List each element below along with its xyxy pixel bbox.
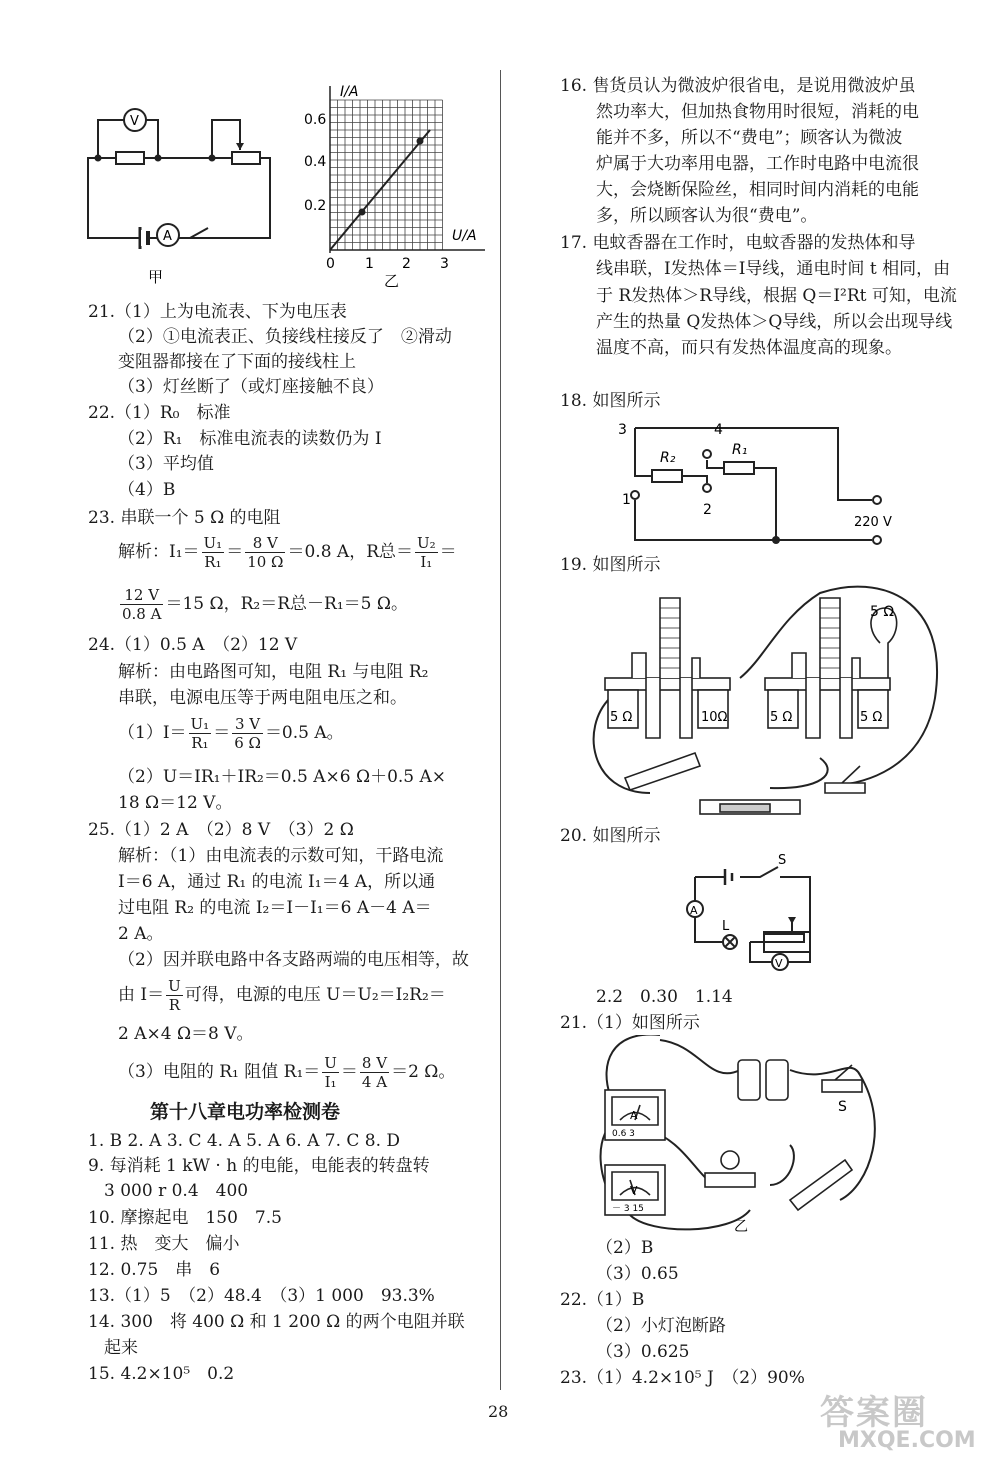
- answer-line: （3）灯丝断了（或灯座接触不良）: [118, 377, 384, 397]
- answer-line: （3）0.625: [596, 1342, 690, 1362]
- answer-line: 产生的热量 Q发热体＞Q导线，所以会出现导线: [596, 312, 953, 332]
- y-tick: 0.2: [304, 198, 327, 214]
- r-label: 10Ω: [701, 710, 728, 725]
- answer-line: 22.（1）B: [560, 1290, 645, 1310]
- answer-line: 18 Ω＝12 V。: [118, 793, 233, 813]
- label-yi: 乙: [734, 1219, 748, 1235]
- answer-line: 3 000 r 0.4 400: [104, 1181, 249, 1201]
- y-axis-label: I/A: [340, 84, 359, 100]
- answer-line: 起来: [104, 1338, 138, 1358]
- answer-line: 解析：（1）由电流表的示数可知，干路电流: [118, 846, 444, 866]
- lamp-label: L: [722, 919, 730, 934]
- x-tick: 1: [365, 256, 374, 272]
- answer-line: 11. 热 变大 偏小: [88, 1234, 240, 1254]
- answer-line: 1. B 2. A 3. C 4. A 5. A 6. A 7. C 8. D: [88, 1131, 401, 1151]
- chapter-title: 第十八章电功率检测卷: [150, 1101, 341, 1123]
- answer-line: 大，会烧断保险丝，相同时间内消耗的电能: [596, 180, 919, 200]
- answer-line: 2 A×4 Ω＝8 V。: [118, 1024, 254, 1044]
- answer-line: 线串联，I发热体＝I导线，通电时间 t 相同，由: [596, 259, 951, 279]
- answer-line: 10. 摩擦起电 150 7.5: [88, 1208, 282, 1228]
- figure-20-circuit: [680, 852, 830, 977]
- r-label: 5 Ω: [610, 710, 633, 725]
- answer-line: （4）B: [118, 480, 176, 500]
- figure-19-apparatus: [580, 578, 950, 818]
- x-tick: 3: [440, 256, 449, 272]
- answer-line: 24.（1）0.5 A （2）12 V: [88, 635, 298, 655]
- answer-line: 21.（1）如图所示: [560, 1013, 700, 1033]
- answer-line: 19. 如图所示: [560, 555, 661, 575]
- ammeter-symbol: A: [163, 229, 172, 244]
- answer-line: 13.（1）5 （2）48.4 （3）1 000 93.3%: [88, 1286, 435, 1306]
- answer-line: （2）B: [596, 1238, 654, 1258]
- x-axis-label: U/A: [452, 228, 477, 244]
- figure-circuit-jia: [80, 100, 280, 290]
- answer-line: 温度不高，而只有发热体温度高的现象。: [596, 338, 902, 358]
- answer-line: （3）0.65: [596, 1264, 679, 1284]
- answer-line: （2）R₁ 标准电流表的读数仍为 I: [118, 429, 382, 449]
- answer-line: （2）U＝IR₁＋IR₂＝0.5 A×6 Ω＋0.5 A×: [118, 767, 447, 787]
- answer-line: （2）①电流表正、负接线柱接反了 ②滑动: [118, 327, 452, 347]
- answer-line: 多，所以顾客认为很“费电”。: [596, 206, 818, 226]
- answer-line: 炉属于大功率用电器，工作时电路中电流很: [596, 154, 919, 174]
- watermark-url: MXQE.COM: [838, 1428, 976, 1453]
- formula-line: $\frac{12 V}{0.8 A}$ ＝15 Ω，R₂＝R总－R₁＝5 Ω。: [122, 586, 408, 623]
- page-number: 28: [488, 1402, 509, 1421]
- answer-line: 16. 售货员认为微波炉很省电，是说用微波炉虽: [560, 76, 916, 96]
- r-top-label: 5 Ω: [870, 604, 895, 620]
- answer-line: 串联，电源电压等于两电阻电压之和。: [118, 688, 407, 708]
- answer-line: （3）平均值: [118, 454, 214, 474]
- formula-line: （1）I＝ $\frac{\text{U₁}}{\text{R₁}}$ ＝ $\frac{3 V}{6 \Omega}$ ＝0.5 A。: [118, 715, 344, 752]
- answer-line: 25.（1）2 A （2）8 V （3）2 Ω: [88, 820, 354, 840]
- answer-line: 12. 0.75 串 6: [88, 1260, 221, 1280]
- answer-line: 于 R发热体＞R导线，根据 Q＝I²Rt 可知，电流: [596, 286, 957, 306]
- answer-line: 过电阻 R₂ 的电流 I₂＝I－I₁＝6 A－4 A＝: [118, 898, 432, 918]
- figure-18-circuit: [610, 418, 900, 553]
- node-2: 2: [703, 502, 712, 518]
- node-3: 3: [618, 422, 627, 438]
- label-yi: 乙: [384, 272, 400, 290]
- ammeter-scale: 0.6 3: [612, 1129, 635, 1139]
- voltmeter-symbol: V: [630, 1184, 638, 1197]
- answer-line: （2）小灯泡断路: [596, 1316, 726, 1336]
- ammeter-symbol: A: [690, 904, 698, 917]
- x-tick: 0: [326, 256, 335, 272]
- formula-line: 解析：I₁＝ $\frac{\text{U₁}}{\text{R₁}}$ ＝ $\frac{8 V}{10 \Omega}$ ＝0.8 A，R总＝ $\frac{\text{U₂}}{\text{I₁}}$ ＝: [118, 534, 457, 571]
- answer-line: 14. 300 将 400 Ω 和 1 200 Ω 的两个电阻并联: [88, 1312, 465, 1332]
- answer-line: （2）因并联电路中各支路两端的电压相等，故: [118, 950, 469, 970]
- answer-line: 变阻器都接在了下面的接线柱上: [118, 352, 356, 372]
- y-tick: 0.6: [304, 112, 327, 128]
- y-tick: 0.4: [304, 154, 327, 170]
- r1-label: R₁: [732, 442, 748, 458]
- switch-label: S: [778, 853, 787, 868]
- answer-line: I＝6 A，通过 R₁ 的电流 I₁＝4 A，所以通: [118, 872, 436, 892]
- voltmeter-scale: － 3 15: [612, 1204, 644, 1214]
- ammeter-symbol: A: [630, 1109, 638, 1122]
- label-jia: 甲: [148, 268, 164, 286]
- answer-line: 解析：由电路图可知，电阻 R₁ 与电阻 R₂: [118, 662, 429, 682]
- answer-line: 17. 电蚊香器在工作时，电蚊香器的发热体和导: [560, 233, 916, 253]
- column-divider: [500, 70, 501, 1390]
- figure-21-apparatus: [590, 1035, 890, 1235]
- watermark-logo: 答案圈: [820, 1393, 928, 1433]
- answer-line: 23.（1）4.2×10⁵ J （2）90%: [560, 1368, 805, 1388]
- formula-line: （3）电阻的 R₁ 阻值 R₁＝ $\frac{U}{\text{I₁}}$ ＝ $\frac{8 V}{4 A}$ ＝2 Ω。: [118, 1054, 456, 1091]
- voltmeter-symbol: V: [130, 114, 139, 129]
- r-label: 5 Ω: [770, 710, 793, 725]
- answer-line: 能并不多，所以不“费电”；顾客认为微波: [596, 128, 903, 148]
- answer-line: 20. 如图所示: [560, 826, 661, 846]
- answer-line: 18. 如图所示: [560, 391, 661, 411]
- answer-line: 22.（1）R₀ 标准: [88, 403, 231, 423]
- voltmeter-symbol: V: [775, 957, 783, 970]
- r-label: 5 Ω: [860, 710, 883, 725]
- node-4: 4: [714, 422, 723, 438]
- r2-label: R₂: [660, 450, 676, 466]
- voltage-label: 220 V: [854, 515, 892, 530]
- answer-line: 9. 每消耗 1 kW · h 的电能，电能表的转盘转: [88, 1156, 430, 1176]
- answer-line: 2 A。: [118, 924, 164, 944]
- node-1: 1: [622, 492, 631, 508]
- answer-line: 23. 串联一个 5 Ω 的电阻: [88, 508, 281, 528]
- figure-iu-graph: [300, 78, 500, 293]
- answer-line: 21.（1）上为电流表、下为电压表: [88, 302, 347, 322]
- switch-label: S: [838, 1099, 847, 1115]
- formula-line: 由 I＝ $\frac{U}{R}$ 可得，电源的电压 U＝U₂＝I₂R₂＝: [118, 977, 446, 1014]
- answer-line: 2.2 0.30 1.14: [596, 987, 733, 1007]
- x-tick: 2: [402, 256, 411, 272]
- answer-line: 15. 4.2×10⁵ 0.2: [88, 1364, 235, 1384]
- answer-line: 然功率大，但加热食物用时很短，消耗的电: [596, 102, 919, 122]
